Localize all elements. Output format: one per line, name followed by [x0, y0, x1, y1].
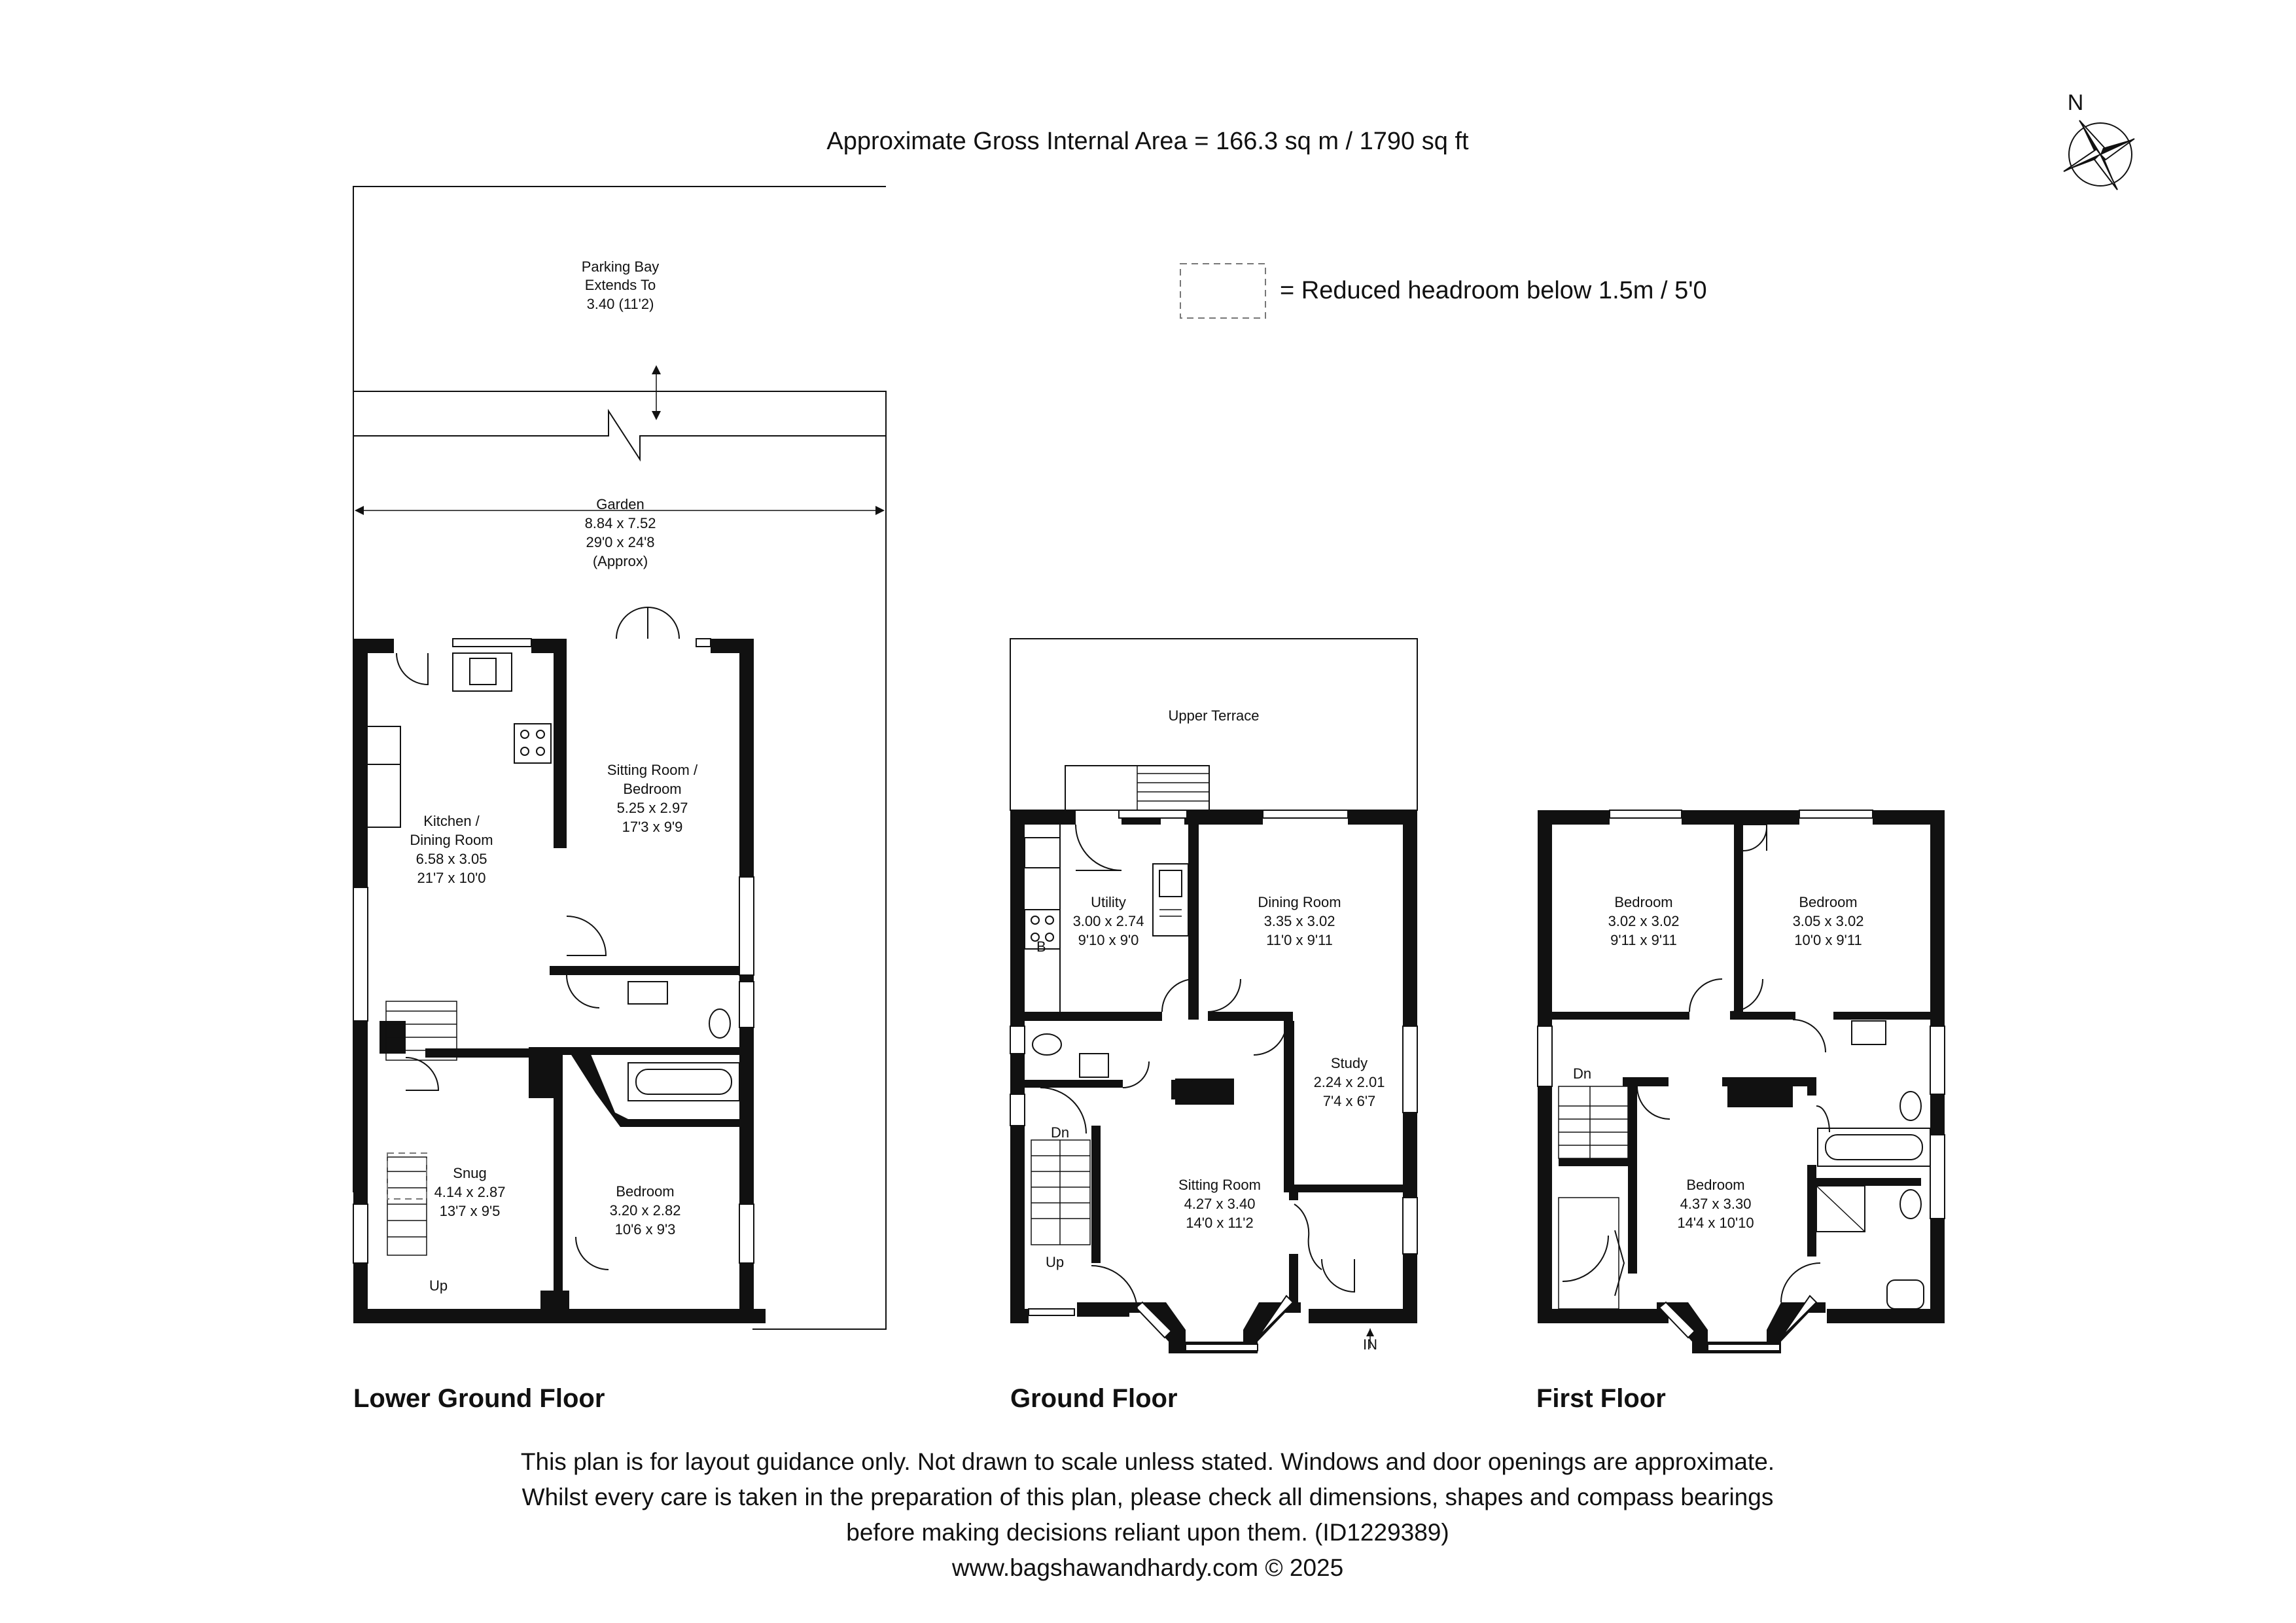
svg-text:10'0 x 9'11: 10'0 x 9'11: [1794, 932, 1862, 948]
compass-north-label: N: [2067, 90, 2084, 115]
svg-text:Bedroom: Bedroom: [1686, 1177, 1745, 1193]
svg-text:3.20 x 2.82: 3.20 x 2.82: [609, 1202, 681, 1219]
dining-room-label: [1258, 894, 1341, 948]
first-floor-walls: [1538, 810, 1945, 1353]
sitting-room-bedroom-label: [607, 762, 698, 835]
svg-text:3.00 x 2.74: 3.00 x 2.74: [1072, 913, 1144, 929]
svg-text:14'4 x 10'10: 14'4 x 10'10: [1677, 1215, 1754, 1231]
study-label: [1314, 1055, 1385, 1109]
website-copyright: www.bagshawandhardy.com © 2025: [951, 1554, 1344, 1581]
svg-text:4.27 x 3.40: 4.27 x 3.40: [1184, 1196, 1256, 1212]
svg-text:(Approx): (Approx): [592, 553, 648, 569]
lower-bedroom-label: [610, 1183, 681, 1238]
first-bedroom-3-label: [1677, 1177, 1754, 1231]
svg-text:14'0 x 11'2: 14'0 x 11'2: [1186, 1215, 1254, 1231]
svg-text:Sitting Room /: Sitting Room /: [607, 762, 698, 778]
disclaimer-line-3: before making decisions reliant upon them. (ID1229389): [846, 1519, 1449, 1546]
svg-text:21'7 x 10'0: 21'7 x 10'0: [417, 870, 486, 886]
svg-text:Parking Bay: Parking Bay: [581, 259, 660, 275]
svg-text:10'6 x 9'3: 10'6 x 9'3: [614, 1221, 676, 1238]
compass-icon: [2064, 90, 2134, 190]
first-bedroom-2-label: [1793, 894, 1864, 948]
entrance-label: IN: [1363, 1336, 1377, 1353]
svg-text:Study: Study: [1330, 1055, 1368, 1071]
svg-text:11'0 x 9'11: 11'0 x 9'11: [1266, 932, 1333, 948]
garden-label: [585, 496, 656, 569]
svg-text:Sitting Room: Sitting Room: [1178, 1177, 1261, 1193]
svg-text:Dining Room: Dining Room: [1258, 894, 1341, 910]
svg-text:17'3 x 9'9: 17'3 x 9'9: [622, 819, 683, 835]
first-floor: [1536, 810, 1945, 1413]
parking-bay-label: [582, 259, 660, 312]
svg-text:9'10 x 9'0: 9'10 x 9'0: [1078, 932, 1139, 948]
svg-text:2.24 x 2.01: 2.24 x 2.01: [1313, 1074, 1385, 1090]
svg-text:3.40 (11'2): 3.40 (11'2): [586, 296, 654, 312]
svg-text:Extends To: Extends To: [584, 277, 656, 293]
lower-ground-floor: [353, 187, 886, 1413]
lower-stairs-up-label: Up: [429, 1277, 448, 1294]
first-bedroom-1-label: [1608, 894, 1680, 948]
svg-text:Bedroom: Bedroom: [1614, 894, 1673, 910]
svg-text:9'11 x 9'11: 9'11 x 9'11: [1610, 932, 1677, 948]
svg-text:Snug: Snug: [453, 1165, 487, 1181]
svg-text:7'4 x 6'7: 7'4 x 6'7: [1322, 1093, 1376, 1109]
svg-text:29'0 x 24'8: 29'0 x 24'8: [586, 534, 655, 550]
svg-text:Bedroom: Bedroom: [1799, 894, 1858, 910]
boiler-label: B: [1036, 938, 1046, 955]
svg-text:3.35 x 3.02: 3.35 x 3.02: [1263, 913, 1335, 929]
svg-text:Garden: Garden: [596, 496, 645, 512]
svg-text:4.14 x 2.87: 4.14 x 2.87: [434, 1184, 506, 1200]
svg-text:5.25 x 2.97: 5.25 x 2.97: [616, 800, 688, 816]
ground-stairs-down-label: Dn: [1050, 1124, 1070, 1141]
svg-text:13'7 x 9'5: 13'7 x 9'5: [439, 1203, 501, 1219]
ground-floor: [1010, 639, 1417, 1413]
utility-label: [1073, 894, 1144, 948]
svg-text:Bedroom: Bedroom: [616, 1183, 675, 1200]
headroom-legend-swatch: [1180, 264, 1265, 318]
disclaimer: [521, 1448, 1775, 1581]
svg-text:Kitchen /: Kitchen /: [423, 813, 480, 829]
ground-sitting-room-label: [1178, 1177, 1261, 1231]
svg-text:Bedroom: Bedroom: [623, 781, 682, 797]
headroom-legend: [1180, 264, 1707, 318]
gross-area-text: Approximate Gross Internal Area = 166.3 sq m / 1790 sq ft: [826, 128, 1469, 155]
svg-text:Dining Room: Dining Room: [410, 832, 493, 848]
svg-text:3.02 x 3.02: 3.02 x 3.02: [1608, 913, 1680, 929]
snug-label: [434, 1165, 506, 1219]
svg-text:6.58 x 3.05: 6.58 x 3.05: [415, 851, 487, 867]
svg-text:8.84 x 7.52: 8.84 x 7.52: [584, 515, 656, 531]
svg-text:4.37 x 3.30: 4.37 x 3.30: [1680, 1196, 1752, 1212]
disclaimer-line-1: This plan is for layout guidance only. Not drawn to scale unless stated. Windows and door openings are approximate.: [520, 1448, 1775, 1475]
headroom-legend-text: = Reduced headroom below 1.5m / 5'0: [1280, 277, 1707, 304]
first-stairs-down-label: Dn: [1572, 1065, 1592, 1082]
first-floor-title: First Floor: [1536, 1384, 1666, 1413]
upper-terrace-label: Upper Terrace: [1168, 707, 1260, 724]
svg-text:Utility: Utility: [1091, 894, 1126, 910]
ground-stairs-up-label: Up: [1045, 1254, 1065, 1270]
ground-floor-title: Ground Floor: [1010, 1384, 1178, 1413]
svg-text:3.05 x 3.02: 3.05 x 3.02: [1792, 913, 1864, 929]
lower-ground-floor-title: Lower Ground Floor: [353, 1384, 605, 1413]
kitchen-dining-label: [410, 813, 493, 886]
disclaimer-line-2: Whilst every care is taken in the preparation of this plan, please check all dimensions, shapes and compass bearings: [521, 1484, 1774, 1510]
